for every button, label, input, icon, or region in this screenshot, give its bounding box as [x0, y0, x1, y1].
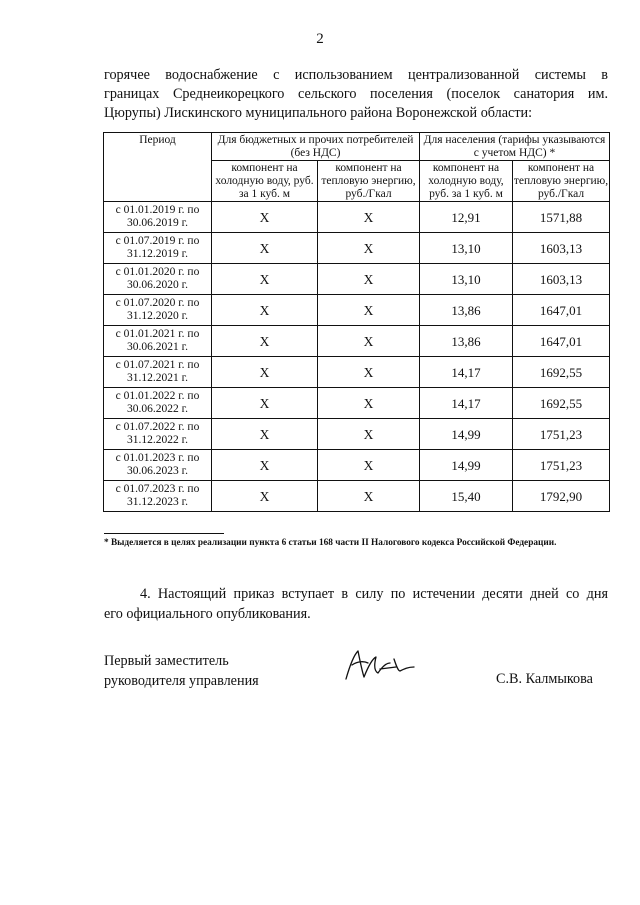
pop-cold-cell: 14,99 [420, 450, 513, 481]
budget-heat-cell: Х [318, 357, 420, 388]
header-thermal: компонент на тепловую энергию, руб./Гкал [318, 161, 420, 202]
pop-cold-cell: 12,91 [420, 202, 513, 233]
budget-heat-cell: Х [318, 264, 420, 295]
budget-heat-cell: Х [318, 388, 420, 419]
budget-cold-cell: Х [212, 202, 318, 233]
table-row [104, 326, 610, 357]
table-row [104, 295, 610, 326]
pop-heat-cell: 1603,13 [513, 264, 610, 295]
period-cell: с 01.01.2023 г. по 30.06.2023 г. [104, 450, 212, 481]
signer-title-line: руководителя управления [104, 672, 259, 689]
header-period: Период [104, 133, 212, 202]
budget-cold-cell: Х [212, 233, 318, 264]
tariff-table [103, 132, 610, 512]
clause-line: 4. Настоящий приказ вступает в силу по истечении десяти дней со дня [140, 586, 608, 602]
pop-heat-cell: 1647,01 [513, 295, 610, 326]
pop-cold-cell: 13,10 [420, 264, 513, 295]
pop-heat-cell: 1692,55 [513, 357, 610, 388]
budget-heat-cell: Х [318, 419, 420, 450]
header-pop-cold-water: компонент на холодную воду, руб. за 1 куб. м [420, 161, 513, 202]
period-cell: с 01.07.2021 г. по 31.12.2021 г. [104, 357, 212, 388]
period-cell: с 01.07.2020 г. по 31.12.2020 г. [104, 295, 212, 326]
budget-heat-cell: Х [318, 233, 420, 264]
period-cell: с 01.07.2022 г. по 31.12.2022 г. [104, 419, 212, 450]
budget-cold-cell: Х [212, 419, 318, 450]
footnote-divider [104, 533, 224, 534]
table-row [104, 202, 610, 233]
pop-heat-cell: 1751,23 [513, 419, 610, 450]
pop-cold-cell: 13,86 [420, 295, 513, 326]
budget-heat-cell: Х [318, 481, 420, 512]
pop-heat-cell: 1751,23 [513, 450, 610, 481]
pop-cold-cell: 13,10 [420, 233, 513, 264]
clause-paragraph [104, 585, 608, 624]
table-row [104, 481, 610, 512]
handwritten-signature [340, 645, 420, 685]
signer-title-line: Первый заместитель [104, 653, 229, 669]
budget-heat-cell: Х [318, 450, 420, 481]
pop-heat-cell: 1692,55 [513, 388, 610, 419]
budget-heat-cell: Х [318, 295, 420, 326]
budget-cold-cell: Х [212, 357, 318, 388]
budget-cold-cell: Х [212, 326, 318, 357]
budget-cold-cell: Х [212, 481, 318, 512]
pop-cold-cell: 15,40 [420, 481, 513, 512]
period-cell: с 01.01.2021 г. по 30.06.2021 г. [104, 326, 212, 357]
pop-heat-cell: 1571,88 [513, 202, 610, 233]
period-cell: с 01.01.2020 г. по 30.06.2020 г. [104, 264, 212, 295]
budget-cold-cell: Х [212, 388, 318, 419]
pop-cold-cell: 13,86 [420, 326, 513, 357]
intro-paragraph [104, 66, 608, 123]
header-cold-water: компонент на холодную воду, руб. за 1 куб. м [212, 161, 318, 202]
footnote: * Выделяется в целях реализации пункта 6 статьи 168 части II Налогового кодекса Российской Федерации. [104, 538, 557, 548]
signer-name: С.В. Калмыкова [496, 671, 593, 687]
intro-line: горячее водоснабжение с использованием централизованной системы в [104, 67, 608, 83]
table-row [104, 419, 610, 450]
table-row [104, 450, 610, 481]
budget-cold-cell: Х [212, 450, 318, 481]
period-cell: с 01.01.2019 г. по 30.06.2019 г. [104, 202, 212, 233]
page-number: 2 [316, 31, 324, 47]
clause-line: его официального опубликования. [104, 605, 311, 622]
period-cell: с 01.07.2023 г. по 31.12.2023 г. [104, 481, 212, 512]
budget-heat-cell: Х [318, 202, 420, 233]
table-row [104, 233, 610, 264]
pop-heat-cell: 1647,01 [513, 326, 610, 357]
pop-cold-cell: 14,17 [420, 388, 513, 419]
pop-cold-cell: 14,99 [420, 419, 513, 450]
budget-cold-cell: Х [212, 264, 318, 295]
budget-heat-cell: Х [318, 326, 420, 357]
table-row [104, 388, 610, 419]
period-cell: с 01.07.2019 г. по 31.12.2019 г. [104, 233, 212, 264]
pop-heat-cell: 1603,13 [513, 233, 610, 264]
intro-line: границах Среднеикорецкого сельского поселения (поселок санатория им. [104, 86, 608, 102]
period-cell: с 01.01.2022 г. по 30.06.2022 г. [104, 388, 212, 419]
table-row [104, 357, 610, 388]
budget-cold-cell: Х [212, 295, 318, 326]
header-population-group: Для населения (тарифы указываются с учетом НДС) * [420, 133, 610, 161]
table-row [104, 264, 610, 295]
intro-line: Цюрупы) Лискинского муниципального района Воронежской области: [104, 105, 533, 121]
header-pop-thermal: компонент на тепловую энергию, руб./Гкал [513, 162, 609, 200]
pop-heat-cell: 1792,90 [513, 481, 610, 512]
signer-title [104, 652, 259, 691]
pop-cold-cell: 14,17 [420, 357, 513, 388]
header-budget-group: Для бюджетных и прочих потребителей (без НДС) [212, 133, 420, 161]
